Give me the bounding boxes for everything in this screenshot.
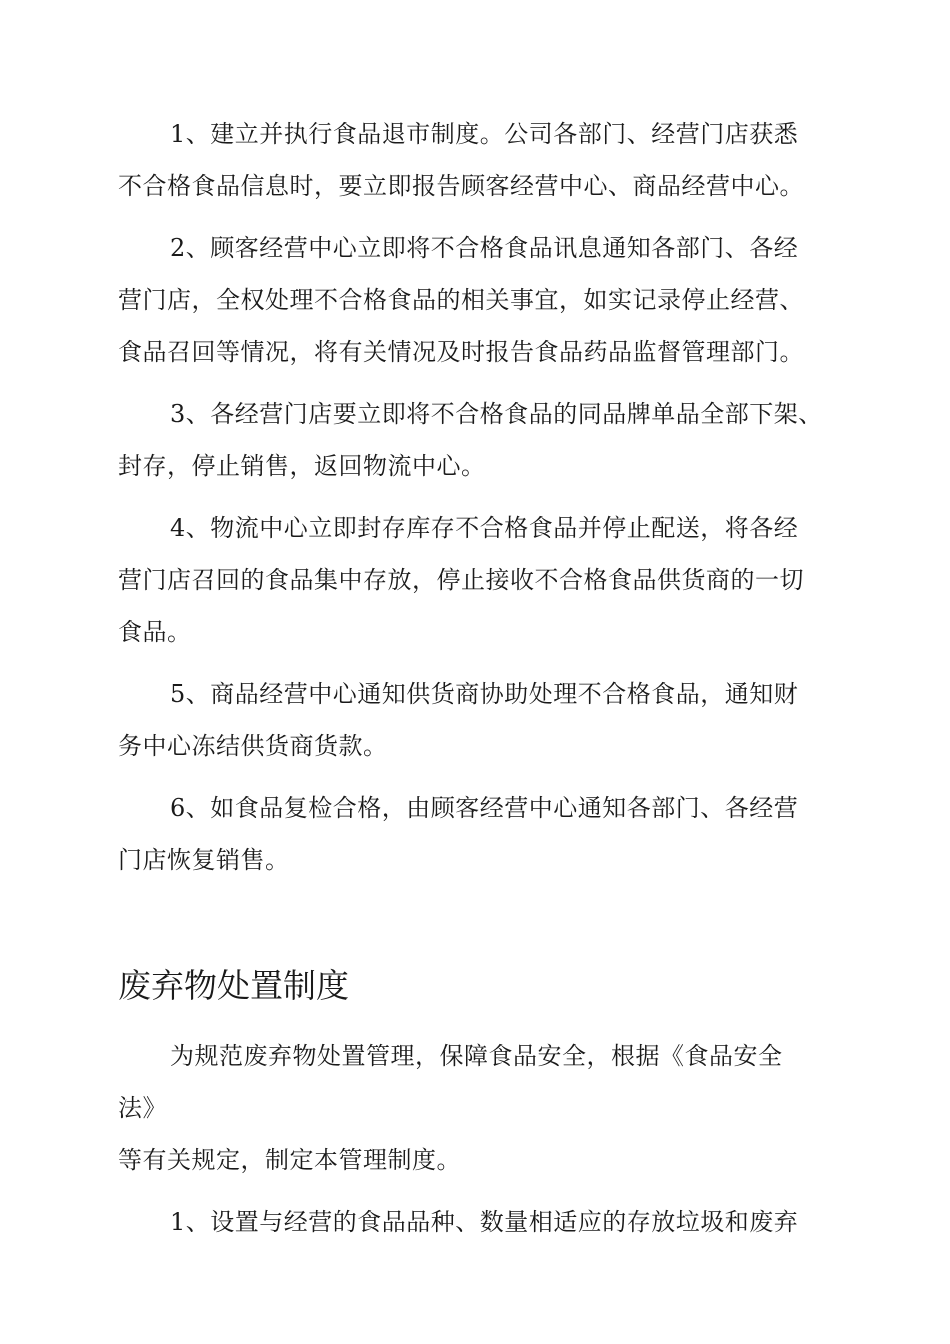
rule-item-2-line-2: 营门店，全权处理不合格食品的相关事宜，如实记录停止经营、 (118, 286, 804, 314)
rule-item-3-line-2: 封存，停止销售，返回物流中心。 (118, 452, 486, 480)
rule-item-4-line-2: 营门店召回的食品集中存放，停止接收不合格食品供货商的一切 (118, 566, 804, 594)
rule-item-5-line-2: 务中心冻结供货商货款。 (118, 732, 388, 760)
intro-line-2: 法》 (118, 1094, 167, 1122)
rule-item-3-line-1: 3、各经营门店要立即将不合格食品的同品牌单品全部下架、 (170, 400, 823, 428)
intro-line-3: 等有关规定，制定本管理制度。 (118, 1146, 461, 1174)
rule-item-1-line-1: 1、建立并执行食品退市制度。公司各部门、经营门店获悉 (170, 120, 799, 148)
rule-item-4-line-3: 食品。 (118, 618, 192, 646)
rule-item-6-line-2: 门店恢复销售。 (118, 846, 290, 874)
rule-item-2 (118, 222, 843, 378)
rule-item-4 (118, 502, 843, 658)
rule-item-3 (118, 388, 843, 492)
section-2-item-1-line-1: 1、设置与经营的食品品种、数量相适应的存放垃圾和废弃 (170, 1208, 799, 1236)
section-2-body (118, 1030, 843, 1248)
rule-item-1 (118, 108, 843, 212)
section-heading: 废弃物处置制度 (118, 966, 349, 1005)
rule-item-2-line-3: 食品召回等情况，将有关情况及时报告食品药品监督管理部门。 (118, 338, 804, 366)
rule-item-1-line-2: 不合格食品信息时，要立即报告顾客经营中心、商品经营中心。 (118, 172, 804, 200)
rule-item-6 (118, 782, 843, 886)
rule-item-6-line-1: 6、如食品复检合格，由顾客经营中心通知各部门、各经营 (170, 794, 799, 822)
intro-line-1: 为规范废弃物处置管理，保障食品安全，根据《食品安全 (170, 1042, 783, 1070)
rule-item-2-line-1: 2、顾客经营中心立即将不合格食品讯息通知各部门、各经 (170, 234, 799, 262)
rule-item-4-line-1: 4、物流中心立即封存库存不合格食品并停止配送，将各经 (170, 514, 799, 542)
rule-item-5 (118, 668, 843, 772)
rule-item-5-line-1: 5、商品经营中心通知供货商协助处理不合格食品，通知财 (170, 680, 799, 708)
